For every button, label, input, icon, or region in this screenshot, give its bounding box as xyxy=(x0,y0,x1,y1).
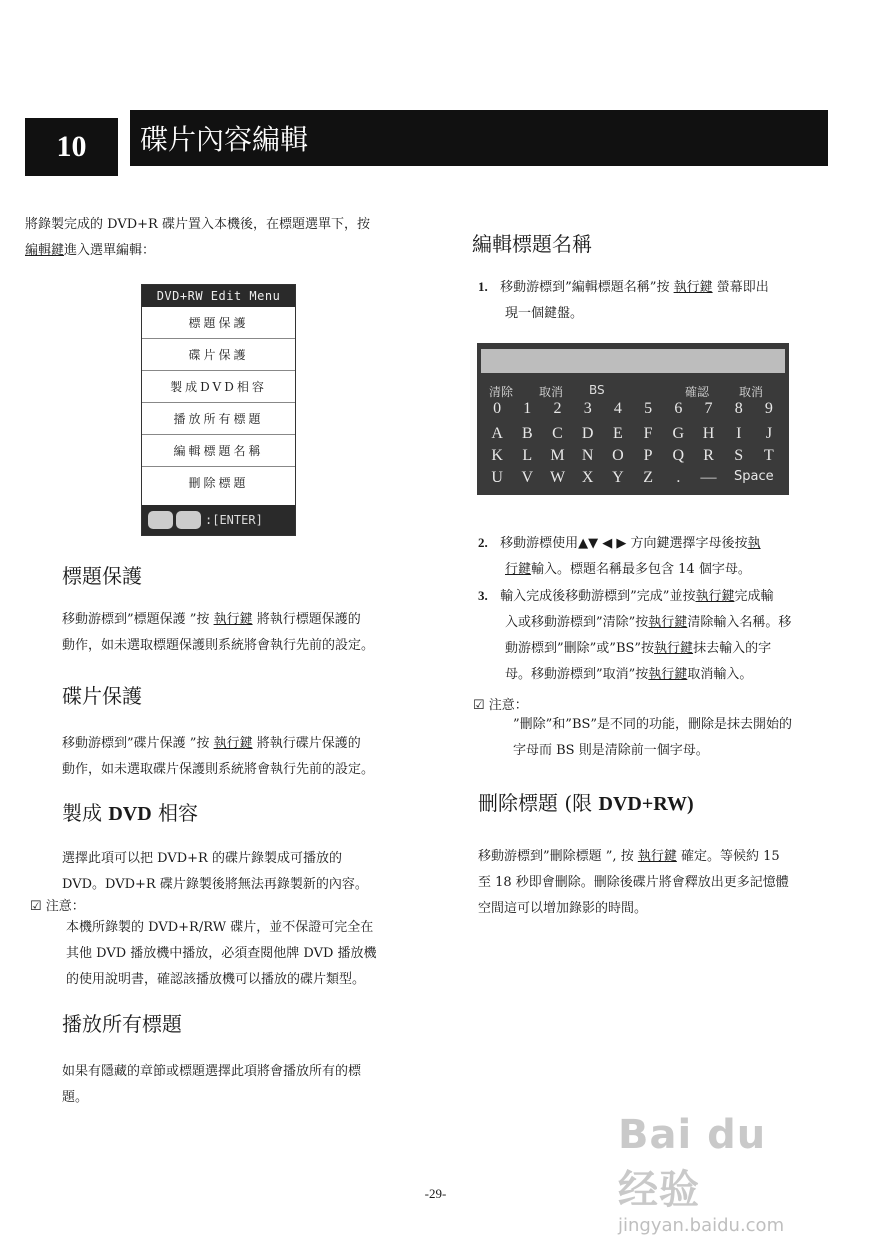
key-r[interactable]: R xyxy=(703,447,714,464)
execute-key-label: 執行鍵 xyxy=(695,589,735,604)
key-q[interactable]: Q xyxy=(672,447,685,464)
key-n[interactable]: N xyxy=(581,447,594,464)
text: 如果有隱藏的章節或標題選擇此項將會播放所有的標 xyxy=(62,1064,362,1079)
chapter-number: 10 xyxy=(25,118,118,176)
execute-key-label: 執行鍵 xyxy=(648,615,688,630)
key-icon xyxy=(148,511,173,529)
keyboard-row-u-space xyxy=(482,469,784,487)
key-5[interactable]: 5 xyxy=(644,400,653,417)
watermark-url: jingyan.baidu.com xyxy=(618,1215,785,1236)
key-b[interactable]: B xyxy=(521,425,533,442)
menu-item-disc-protect[interactable]: 碟片保護 xyxy=(142,339,295,371)
key-m[interactable]: M xyxy=(550,447,565,464)
key-icon xyxy=(176,511,201,529)
edit-menu-screen xyxy=(141,284,296,536)
text: 本機所錄製的 DVD+R/RW 碟片，並不保證可完全在 xyxy=(66,920,374,935)
step-number: 2. xyxy=(478,535,488,550)
onscreen-keyboard xyxy=(477,343,789,495)
key-t[interactable]: T xyxy=(764,447,774,464)
text: 將執行標題保護的 xyxy=(256,612,361,627)
text: 動作，如未選取碟片保護則系統將會執行先前的設定。 xyxy=(62,762,375,777)
key-a[interactable]: A xyxy=(491,425,503,442)
section-play-all xyxy=(62,1008,422,1111)
enter-label: :[ENTER] xyxy=(205,513,263,527)
menu-footer xyxy=(142,505,295,535)
text: DVD。DVD+R 碟片錄製後將無法再錄製新的內容。 xyxy=(62,877,368,892)
section-title-protect xyxy=(62,560,422,659)
edit-name-note xyxy=(513,712,833,764)
keyboard-row-digits xyxy=(482,400,784,418)
key-e[interactable]: E xyxy=(613,425,623,442)
text: 入或移動游標到”清除”按 xyxy=(505,615,649,630)
execute-key-label: 執行鍵 xyxy=(213,612,253,627)
execute-key-label: 執行鍵 xyxy=(648,667,688,682)
text: 輸入。標題名稱最多包含 14 個字母。 xyxy=(531,562,751,577)
key-7[interactable]: 7 xyxy=(704,400,713,417)
keyboard-row-a-j xyxy=(482,425,784,443)
note-label: ☑ 注意： xyxy=(30,899,85,914)
key-f[interactable]: F xyxy=(643,425,653,442)
text: 題。 xyxy=(62,1090,89,1105)
text: 移動游標使用▲▼ ◀ ▶ 方向鍵選擇字母後按 xyxy=(500,536,748,551)
key-2[interactable]: 2 xyxy=(553,400,562,417)
section-heading xyxy=(62,797,422,826)
key-s[interactable]: S xyxy=(734,447,744,464)
key-y[interactable]: Y xyxy=(612,469,624,486)
execute-key-label: 執行鍵 xyxy=(637,849,677,864)
key-g[interactable]: G xyxy=(672,425,685,442)
text: DVD+RW xyxy=(598,793,687,815)
text: 現一個鍵盤。 xyxy=(505,306,584,321)
text: 移動游標到”標題保護 ”按 xyxy=(62,612,210,627)
key-8[interactable]: 8 xyxy=(734,400,743,417)
key-p[interactable]: P xyxy=(643,447,653,464)
text: 移動游標到”碟片保護 ”按 xyxy=(62,736,210,751)
execute-key-label: 執行鍵 xyxy=(213,736,253,751)
text: 母。移動游標到”取消”按 xyxy=(505,667,649,682)
text: 移動游標到”刪除標題 ”, 按 xyxy=(478,849,634,864)
text: 空間這可以增加錄影的時間。 xyxy=(478,901,648,916)
text: 動作，如未選取標題保護則系統將會執行先前的設定。 xyxy=(62,638,375,653)
cancel-input-button[interactable]: 取消 xyxy=(539,385,564,399)
intro-line: 將錄製完成的 DVD+R 碟片置入本機後，在標題選單下，按 xyxy=(25,217,370,232)
key-1[interactable]: 1 xyxy=(523,400,532,417)
text: 移動游標到”編輯標題名稱”按 xyxy=(500,280,670,295)
text: 取消輸入。 xyxy=(687,667,753,682)
key-4[interactable]: 4 xyxy=(613,400,622,417)
text: 輸入完成後移動游標到”完成”並按 xyxy=(500,589,696,604)
cancel-button[interactable]: 取消 xyxy=(739,385,764,399)
text: 製成 xyxy=(62,801,109,825)
baidu-watermark xyxy=(618,1112,818,1236)
edit-key-label: 編輯鍵 xyxy=(25,243,65,258)
key-3[interactable]: 3 xyxy=(583,400,592,417)
page-number: -29- xyxy=(424,1186,447,1201)
watermark-brand: Bai du 经验 xyxy=(618,1112,767,1213)
chapter-title: 碟片內容編輯 xyxy=(130,110,828,166)
key-i[interactable]: I xyxy=(736,425,742,442)
text: 抹去輸入的字 xyxy=(693,641,772,656)
menu-item-edit-name[interactable]: 編輯標題名稱 xyxy=(142,435,295,467)
key-h[interactable]: H xyxy=(702,425,715,442)
confirm-button[interactable]: 確認 xyxy=(685,385,710,399)
text: 的使用說明書，確認該播放機可以播放的碟片類型。 xyxy=(66,972,366,987)
key-x[interactable]: X xyxy=(581,469,594,486)
text: 清除輸入名稱。移 xyxy=(687,615,792,630)
section-heading xyxy=(478,787,838,816)
menu-item-dvd-compat[interactable]: 製成DVD相容 xyxy=(142,371,295,403)
key-o[interactable]: O xyxy=(612,447,624,464)
text: DVD xyxy=(108,803,152,825)
section-disc-protect xyxy=(62,680,422,783)
text: 完成輸 xyxy=(734,589,774,604)
dvd-compat-note xyxy=(66,915,426,993)
key-d[interactable]: D xyxy=(581,425,594,442)
execute-key-label: 行鍵 xyxy=(505,562,532,577)
key-v[interactable]: V xyxy=(521,469,534,486)
key-l[interactable]: L xyxy=(522,447,533,464)
key-0[interactable]: 0 xyxy=(493,400,502,417)
key-j[interactable]: J xyxy=(765,425,773,442)
edit-name-step-1 xyxy=(478,274,828,327)
menu-item-title-protect[interactable]: 標題保護 xyxy=(142,307,295,339)
text: 至 18 秒即會刪除。刪除後碟片將會釋放出更多記憶體 xyxy=(478,875,789,890)
key-u[interactable]: U xyxy=(491,469,503,486)
menu-item-delete-title[interactable]: 刪除標題 xyxy=(188,476,249,490)
intro-line: 進入選單編輯： xyxy=(64,243,156,258)
note-label: ☑ 注意： xyxy=(473,698,528,713)
key-w[interactable]: W xyxy=(549,469,566,486)
text: 動游標到”刪除”或”BS”按 xyxy=(505,641,655,656)
step-number: 1. xyxy=(478,279,488,294)
key-c[interactable]: C xyxy=(552,425,563,442)
execute-key-label: 執行鍵 xyxy=(654,641,694,656)
text: 相容 xyxy=(151,801,199,825)
execute-key-label: 執 xyxy=(747,536,761,551)
name-input-field[interactable] xyxy=(481,349,785,373)
text: 確定。等候約 15 xyxy=(681,849,780,864)
execute-key-label: 執行鍵 xyxy=(673,280,713,295)
key-6[interactable]: 6 xyxy=(674,400,683,417)
clear-button[interactable]: 清除 xyxy=(489,385,514,399)
section-heading: 編輯標題名稱 xyxy=(472,232,592,256)
key-z[interactable]: Z xyxy=(643,469,653,486)
section-heading: 播放所有標題 xyxy=(62,1012,182,1036)
section-edit-name xyxy=(472,228,832,257)
step-number: 3. xyxy=(478,588,488,603)
key-space[interactable]: Space xyxy=(734,469,774,484)
section-delete-title xyxy=(478,787,838,922)
text: 將執行碟片保護的 xyxy=(256,736,361,751)
keyboard-row-k-t xyxy=(482,447,784,465)
menu-item-play-all[interactable]: 播放所有標題 xyxy=(142,403,295,435)
key-k[interactable]: K xyxy=(491,447,503,464)
backspace-button[interactable]: BS xyxy=(589,383,605,397)
text: 選擇此項可以把 DVD+R 的碟片錄製成可播放的 xyxy=(62,851,342,866)
text: 螢幕即出 xyxy=(716,280,769,295)
key-period[interactable]: . xyxy=(676,469,681,486)
menu-header: DVD+RW Edit Menu xyxy=(142,285,295,307)
text: ) xyxy=(687,793,694,815)
text: ”刪除”和”BS”是不同的功能，刪除是抹去開始的 xyxy=(513,717,793,732)
key-9[interactable]: 9 xyxy=(764,400,773,417)
text: 其他 DVD 播放機中播放，必須查閱他牌 DVD 播放機 xyxy=(66,946,377,961)
key-dash[interactable]: — xyxy=(700,469,717,486)
section-dvd-compat xyxy=(62,797,422,898)
text: 字母而 BS 則是清除前一個字母。 xyxy=(513,743,709,758)
section-heading: 標題保護 xyxy=(62,564,142,588)
text: 刪除標題 (限 xyxy=(478,791,599,815)
section-heading: 碟片保護 xyxy=(62,684,142,708)
edit-name-steps-2-3 xyxy=(478,530,828,688)
intro-paragraph xyxy=(25,212,425,264)
